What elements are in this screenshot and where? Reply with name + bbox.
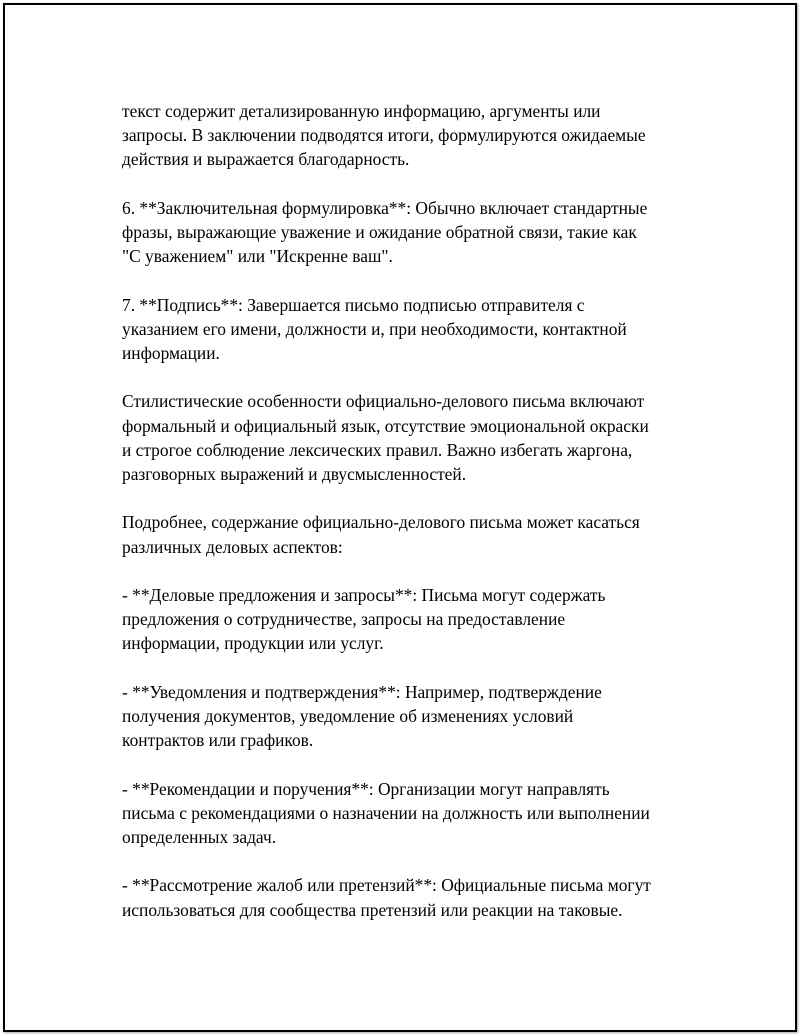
paragraph-closing-phrase: 6. **Заключительная формулировка**: Обычно включает стандартные фразы, выражающие уважение и ожидание обратной связи, такие как "С уважением" или "Искренне ваш". bbox=[122, 197, 648, 267]
list-item-notifications: - **Уведомления и подтверждения**: Например, подтверждение получения документов, уведомление об изменениях условий контрактов или графиков. bbox=[122, 681, 602, 751]
document-page bbox=[3, 3, 797, 1032]
paragraph-intro-continuation: текст содержит детализированную информацию, аргументы или запросы. В заключении подводятся итоги, формулируются ожидаемые действия и выражается благодарность. bbox=[122, 101, 646, 170]
list-item-business-proposals: - **Деловые предложения и запросы**: Письма могут содержать предложения о сотрудничестве, запросы на предоставление информации, продукции или услуг. bbox=[122, 584, 606, 654]
list-item-recommendations: - **Рекомендации и поручения**: Организации могут направлять письма с рекомендациями о назначении на должность или выполнении определенных задач. bbox=[122, 778, 650, 847]
paragraph-signature: 7. **Подпись**: Завершается письмо подписью отправителя с указанием его имени, должности и, при необходимости, контактной информации. bbox=[122, 294, 627, 363]
document-body bbox=[122, 99, 697, 922]
paragraph-style-features: Стилистические особенности официально-делового письма включают формальный и официальный язык, отсутствие эмоциональной окраски и строгое соблюдение лексических правил. Важно избегать жаргона, разговорных выражений и двусмысленностей. bbox=[122, 391, 649, 484]
list-item-complaints: - **Рассмотрение жалоб или претензий**: Официальные письма могут использоваться для сообщества претензий или реакции на таковые. bbox=[122, 875, 651, 920]
paragraph-content-aspects: Подробнее, содержание официально-делового письма может касаться различных деловых аспектов: bbox=[122, 512, 640, 557]
